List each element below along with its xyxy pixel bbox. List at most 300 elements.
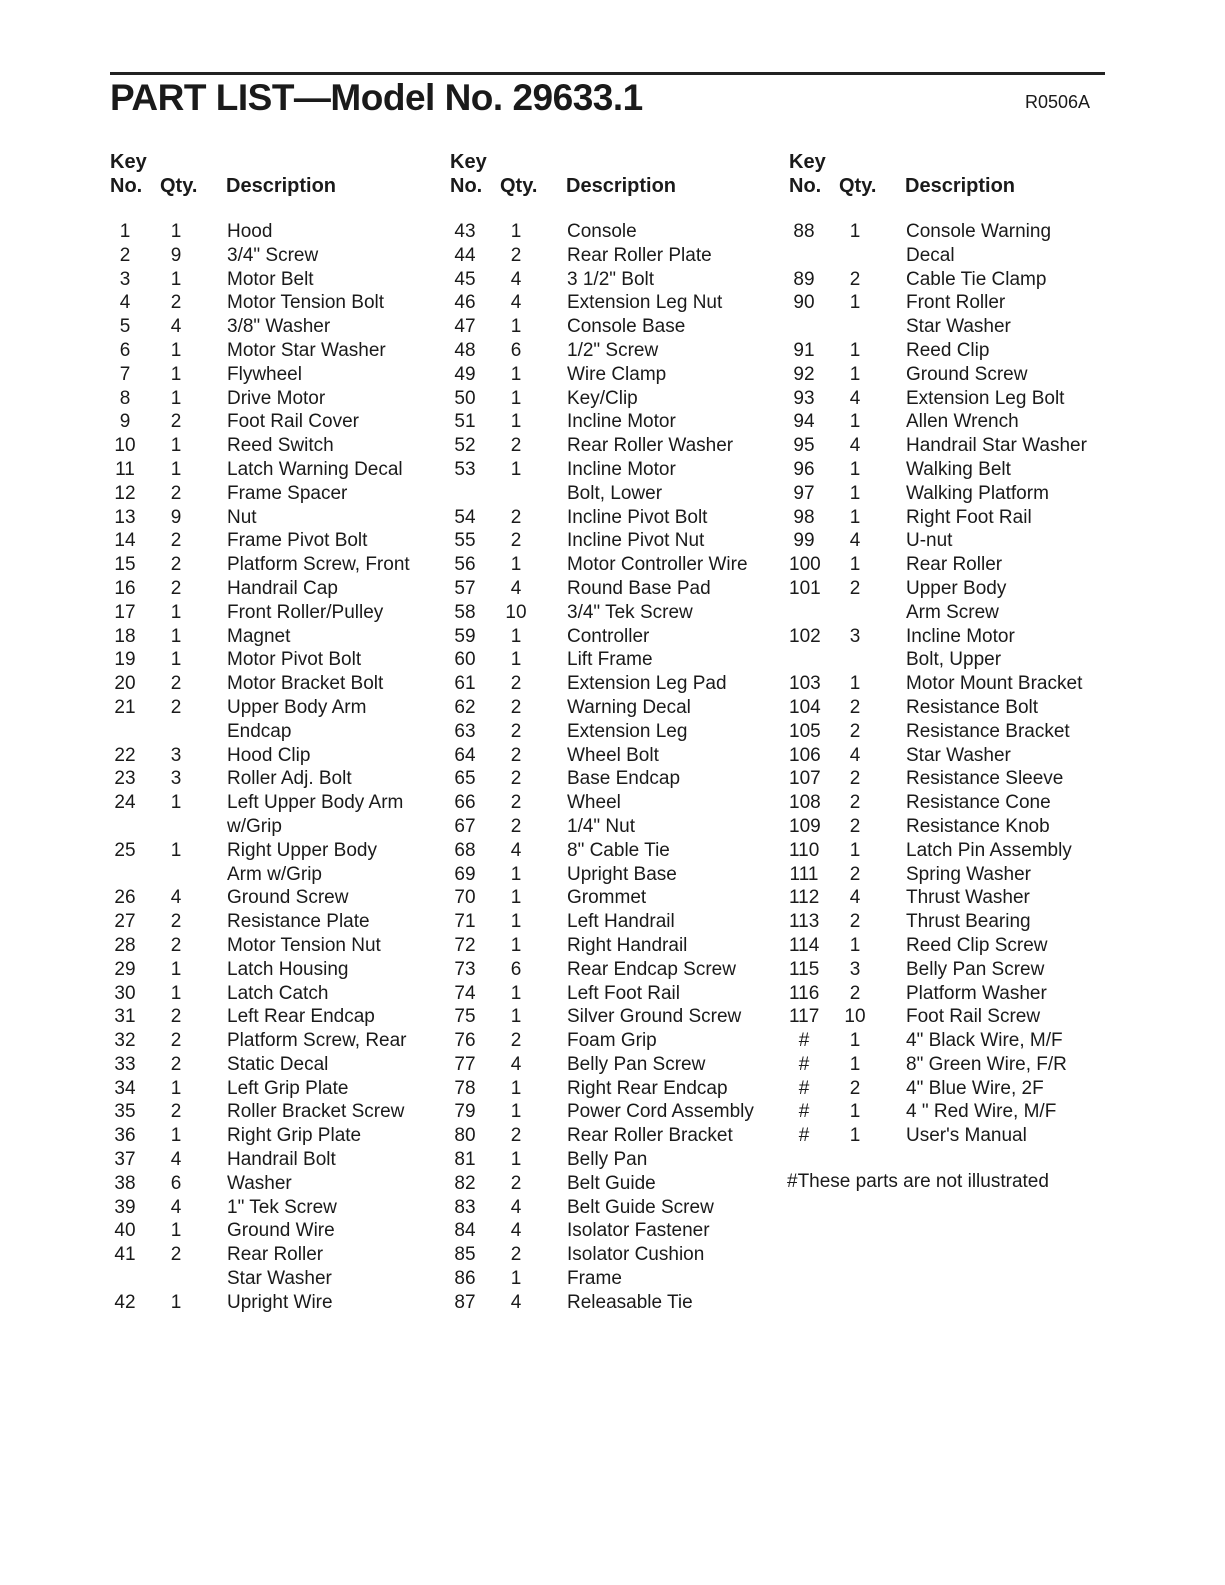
- part-row: [110, 1100, 440, 1124]
- part-description: Right Handrail: [567, 934, 688, 956]
- part-description: Walking Platform: [906, 482, 1049, 504]
- part-description: 3/4" Tek Screw: [567, 601, 693, 623]
- part-quantity: 2: [170, 1244, 182, 1266]
- part-quantity: 4: [170, 316, 182, 338]
- part-key-number: 54: [454, 506, 476, 528]
- part-list-column-3: [789, 148, 1119, 1148]
- document-code: R0506A: [1025, 92, 1091, 112]
- part-row: [450, 1124, 780, 1148]
- part-description: Left Handrail: [567, 911, 675, 933]
- part-key-number: 72: [454, 934, 476, 956]
- part-row: [789, 553, 1119, 577]
- part-row: [110, 1005, 440, 1029]
- part-quantity: 2: [849, 911, 861, 933]
- part-quantity: 1: [510, 1006, 522, 1028]
- part-key-number: 103: [789, 673, 821, 695]
- part-row: [110, 220, 440, 244]
- header-no-label: No.: [789, 175, 822, 197]
- part-description: Reed Clip Screw: [906, 934, 1048, 956]
- part-key-number: 81: [454, 1149, 476, 1171]
- part-quantity: 3: [170, 744, 182, 766]
- part-key-number: 10: [114, 435, 136, 457]
- part-quantity: 1: [510, 316, 522, 338]
- part-description: Motor Controller Wire: [567, 554, 748, 576]
- part-key-number: 7: [119, 363, 131, 385]
- header-qty-label: Qty.: [500, 175, 538, 197]
- part-key-number: 35: [114, 1101, 136, 1123]
- part-description: Spring Washer: [906, 863, 1031, 885]
- part-quantity: 2: [510, 744, 522, 766]
- part-row: [450, 791, 780, 815]
- part-row: [450, 839, 780, 863]
- part-description: Flywheel: [227, 363, 302, 385]
- part-key-number: 62: [454, 696, 476, 718]
- part-quantity: 2: [849, 577, 861, 599]
- part-description: Right Rear Endcap: [567, 1077, 728, 1099]
- part-description: Console Base: [567, 316, 686, 338]
- part-key-number: 94: [793, 411, 815, 433]
- part-quantity: 2: [849, 268, 861, 290]
- part-row: [110, 315, 440, 339]
- part-description: Star Washer: [906, 744, 1011, 766]
- part-row: [450, 886, 780, 910]
- part-description: Belly Pan Screw: [567, 1053, 706, 1075]
- part-quantity: 2: [849, 815, 861, 837]
- part-key-number: 16: [114, 577, 136, 599]
- part-key-number: 17: [114, 601, 136, 623]
- part-description: Allen Wrench: [906, 411, 1019, 433]
- header-qty-label: Qty.: [839, 175, 877, 197]
- part-key-number: 25: [114, 839, 136, 861]
- part-quantity: 2: [510, 1244, 522, 1266]
- part-row: [110, 1243, 440, 1267]
- part-row: [450, 244, 780, 268]
- part-quantity: 2: [170, 696, 182, 718]
- column-header: [110, 148, 440, 220]
- part-row: [450, 1196, 780, 1220]
- part-description: Incline Pivot Bolt: [567, 506, 708, 528]
- part-key-number: 52: [454, 435, 476, 457]
- part-key-number: 32: [114, 1030, 136, 1052]
- part-key-number: 89: [793, 268, 815, 290]
- part-description: Arm w/Grip: [227, 863, 322, 885]
- part-row: [789, 934, 1119, 958]
- part-list-column-1: [110, 148, 440, 1315]
- part-key-number: 37: [114, 1149, 136, 1171]
- part-key-number: 98: [793, 506, 815, 528]
- part-row: [110, 458, 440, 482]
- part-row: [450, 410, 780, 434]
- part-description: Rear Endcap Screw: [567, 958, 736, 980]
- part-description: Star Washer: [227, 1268, 332, 1290]
- part-row: [789, 720, 1119, 744]
- part-quantity: 1: [510, 625, 522, 647]
- part-row: [110, 1196, 440, 1220]
- part-row: [110, 648, 440, 672]
- part-row: [789, 1124, 1119, 1148]
- part-quantity: 1: [170, 435, 182, 457]
- part-description: Ground Wire: [227, 1220, 335, 1242]
- part-key-number: 6: [119, 339, 131, 361]
- part-description: Hood: [227, 221, 273, 242]
- part-description: Extension Leg Pad: [567, 673, 727, 695]
- part-quantity: 4: [510, 839, 522, 861]
- part-key-number: 20: [114, 673, 136, 695]
- part-key-number: 47: [454, 316, 476, 338]
- part-description: Extension Leg: [567, 720, 688, 742]
- part-description: Reed Clip: [906, 339, 990, 361]
- part-key-number: 9: [119, 411, 131, 433]
- part-key-number: 92: [793, 363, 815, 385]
- part-description: Roller Adj. Bolt: [227, 768, 352, 790]
- part-key-number: 69: [454, 863, 476, 885]
- part-quantity: 1: [510, 934, 522, 956]
- part-description: Rear Roller Bracket: [567, 1125, 733, 1147]
- part-description: Upper Body: [906, 577, 1007, 599]
- part-row: [789, 815, 1119, 839]
- part-quantity: 9: [170, 244, 182, 266]
- part-description: Handrail Cap: [227, 577, 338, 599]
- part-row: [789, 601, 1119, 625]
- part-quantity: 1: [170, 625, 182, 647]
- part-key-number: 49: [454, 363, 476, 385]
- part-row: [450, 1148, 780, 1172]
- part-key-number: 36: [114, 1125, 136, 1147]
- part-row: [110, 1172, 440, 1196]
- part-description: Roller Bracket Screw: [227, 1101, 405, 1123]
- part-key-number: 42: [114, 1291, 136, 1313]
- part-description: 8" Green Wire, F/R: [906, 1053, 1067, 1075]
- part-row: [450, 1172, 780, 1196]
- part-quantity: 1: [510, 1149, 522, 1171]
- part-row: [789, 1077, 1119, 1101]
- part-key-number: 82: [454, 1172, 476, 1194]
- part-row: [450, 577, 780, 601]
- part-row: [789, 767, 1119, 791]
- part-description: Foot Rail Screw: [906, 1006, 1041, 1028]
- part-key-number: 101: [789, 577, 821, 599]
- part-description: Bolt, Upper: [906, 649, 1002, 671]
- part-description: Thrust Washer: [906, 887, 1030, 909]
- part-row: [110, 886, 440, 910]
- part-key-number: 111: [789, 863, 819, 885]
- part-description: Incline Pivot Nut: [567, 530, 705, 552]
- part-quantity: 2: [510, 1030, 522, 1052]
- part-quantity: 1: [849, 292, 861, 314]
- part-key-number: 107: [789, 768, 821, 790]
- part-quantity: 1: [510, 363, 522, 385]
- part-quantity: 1: [849, 1125, 861, 1147]
- part-quantity: 6: [510, 958, 522, 980]
- part-quantity: 4: [510, 268, 522, 290]
- part-quantity: 2: [170, 1030, 182, 1052]
- part-row: [110, 1291, 440, 1315]
- part-row: [450, 458, 780, 482]
- part-row: [789, 886, 1119, 910]
- part-row: [450, 1219, 780, 1243]
- part-row: [110, 434, 440, 458]
- part-quantity: 2: [849, 696, 861, 718]
- part-key-number: 77: [454, 1053, 476, 1075]
- part-key-number: 102: [789, 625, 821, 647]
- part-quantity: 2: [510, 435, 522, 457]
- part-row: [789, 648, 1119, 672]
- part-quantity: 2: [170, 911, 182, 933]
- part-row: [110, 506, 440, 530]
- part-key-number: 8: [119, 387, 131, 409]
- part-quantity: 1: [170, 839, 182, 861]
- part-quantity: 1: [849, 1053, 861, 1075]
- part-description: Motor Bracket Bolt: [227, 673, 384, 695]
- part-quantity: 1: [170, 458, 182, 480]
- part-quantity: 2: [510, 1172, 522, 1194]
- part-quantity: 3: [849, 625, 861, 647]
- part-quantity: 2: [849, 792, 861, 814]
- part-quantity: 4: [849, 530, 861, 552]
- part-row: [450, 315, 780, 339]
- part-description: Washer: [227, 1172, 292, 1194]
- part-description: Console Warning: [906, 221, 1052, 242]
- part-quantity: 1: [849, 506, 861, 528]
- part-key-number: 84: [454, 1220, 476, 1242]
- part-key-number: 50: [454, 387, 476, 409]
- part-description: Extension Leg Bolt: [906, 387, 1065, 409]
- part-quantity: 2: [510, 673, 522, 695]
- part-row: [789, 625, 1119, 649]
- part-key-number: 79: [454, 1101, 476, 1123]
- part-key-number: 106: [789, 744, 821, 766]
- part-key-number: #: [798, 1077, 810, 1099]
- part-key-number: 116: [789, 982, 820, 1004]
- part-quantity: 2: [170, 530, 182, 552]
- part-row: [110, 744, 440, 768]
- part-row: [110, 291, 440, 315]
- part-row: [789, 268, 1119, 292]
- part-quantity: 2: [170, 577, 182, 599]
- part-description: Isolator Fastener: [567, 1220, 710, 1242]
- header-no-label: No.: [450, 175, 483, 197]
- part-key-number: 96: [793, 458, 815, 480]
- part-quantity: 1: [170, 1220, 182, 1242]
- part-quantity: 4: [170, 1196, 182, 1218]
- part-description: Platform Washer: [906, 982, 1047, 1004]
- part-key-number: 1: [119, 221, 131, 242]
- part-quantity: 1: [510, 649, 522, 671]
- part-description: 4" Black Wire, M/F: [906, 1030, 1063, 1052]
- part-quantity: 1: [849, 411, 861, 433]
- part-description: Reed Switch: [227, 435, 334, 457]
- part-description: Motor Star Washer: [227, 339, 386, 361]
- part-row: [789, 244, 1119, 268]
- part-quantity: 1: [510, 982, 522, 1004]
- part-row: [110, 1148, 440, 1172]
- part-quantity: 2: [849, 1077, 861, 1099]
- part-key-number: 87: [454, 1291, 476, 1313]
- part-description: w/Grip: [227, 815, 282, 837]
- part-row: [450, 720, 780, 744]
- part-row: [110, 244, 440, 268]
- part-quantity: 2: [170, 411, 182, 433]
- part-description: Handrail Bolt: [227, 1149, 336, 1171]
- part-row: [450, 648, 780, 672]
- part-description: Frame: [567, 1268, 622, 1290]
- part-quantity: 1: [510, 458, 522, 480]
- part-description: Walking Belt: [906, 458, 1011, 480]
- part-key-number: 11: [115, 458, 135, 480]
- part-row: [450, 625, 780, 649]
- part-description: 3 1/2" Bolt: [567, 268, 655, 290]
- header-description-label: Description: [905, 175, 1016, 197]
- part-key-number: 24: [114, 792, 136, 814]
- part-quantity: 2: [170, 292, 182, 314]
- part-description: 3/4" Screw: [227, 244, 319, 266]
- part-quantity: 1: [170, 363, 182, 385]
- part-quantity: 1: [170, 387, 182, 409]
- part-quantity: 1: [510, 411, 522, 433]
- part-quantity: 1: [170, 221, 182, 242]
- part-description: Foot Rail Cover: [227, 411, 359, 433]
- part-description: Motor Pivot Bolt: [227, 649, 362, 671]
- part-row: [450, 601, 780, 625]
- part-key-number: 85: [454, 1244, 476, 1266]
- part-key-number: 99: [793, 530, 815, 552]
- part-description: Right Foot Rail: [906, 506, 1032, 528]
- part-row: [450, 529, 780, 553]
- part-description: Star Washer: [906, 316, 1011, 338]
- part-description: Handrail Star Washer: [906, 435, 1087, 457]
- part-quantity: 2: [510, 1125, 522, 1147]
- part-description: 8" Cable Tie: [567, 839, 670, 861]
- part-quantity: 2: [849, 720, 861, 742]
- part-quantity: 1: [849, 934, 861, 956]
- part-row: [789, 696, 1119, 720]
- part-quantity: 1: [170, 1125, 182, 1147]
- part-key-number: 13: [114, 506, 136, 528]
- part-row: [789, 839, 1119, 863]
- part-row: [110, 1029, 440, 1053]
- part-row: [789, 1029, 1119, 1053]
- part-description: 3/8" Washer: [227, 316, 331, 338]
- part-row: [789, 458, 1119, 482]
- part-row: [450, 958, 780, 982]
- part-description: Belly Pan: [567, 1149, 648, 1171]
- part-quantity: 4: [849, 435, 861, 457]
- part-quantity: 1: [170, 958, 182, 980]
- part-quantity: 1: [170, 982, 182, 1004]
- part-row: [450, 696, 780, 720]
- part-description: Incline Motor: [567, 411, 676, 433]
- part-key-number: 68: [454, 839, 476, 861]
- part-description: Grommet: [567, 887, 647, 909]
- part-quantity: 1: [170, 268, 182, 290]
- part-quantity: 1: [510, 863, 522, 885]
- part-key-number: 108: [789, 792, 821, 814]
- part-key-number: 76: [454, 1030, 476, 1052]
- part-description: Static Decal: [227, 1053, 329, 1075]
- part-key-number: 61: [454, 673, 476, 695]
- part-key-number: 12: [114, 482, 136, 504]
- part-quantity: 2: [170, 554, 182, 576]
- part-key-number: 67: [454, 815, 476, 837]
- part-quantity: 4: [849, 887, 861, 909]
- part-row: [110, 410, 440, 434]
- part-row: [110, 339, 440, 363]
- part-key-number: 5: [119, 316, 131, 338]
- part-row: [789, 672, 1119, 696]
- part-key-number: 15: [114, 554, 136, 576]
- part-key-number: 113: [789, 911, 820, 933]
- part-quantity: 4: [849, 744, 861, 766]
- part-quantity: 3: [849, 958, 861, 980]
- part-key-number: 51: [454, 411, 476, 433]
- part-key-number: 91: [793, 339, 815, 361]
- part-quantity: 4: [510, 1196, 522, 1218]
- part-description: Latch Pin Assembly: [906, 839, 1072, 861]
- part-description: Right Upper Body: [227, 839, 377, 861]
- header-qty-label: Qty.: [160, 175, 198, 197]
- part-description: Silver Ground Screw: [567, 1006, 742, 1028]
- part-row: [789, 744, 1119, 768]
- part-description: 1/4" Nut: [567, 815, 636, 837]
- part-description: Wheel Bolt: [567, 744, 659, 766]
- part-row: [110, 767, 440, 791]
- part-row: [450, 744, 780, 768]
- part-description: Belt Guide Screw: [567, 1196, 714, 1218]
- part-quantity: 2: [510, 696, 522, 718]
- part-key-number: 46: [454, 292, 476, 314]
- part-description: Isolator Cushion: [567, 1244, 705, 1266]
- header-key-label: Key: [789, 151, 826, 173]
- part-key-number: 21: [114, 696, 136, 718]
- part-description: Warning Decal: [567, 696, 691, 718]
- part-description: User's Manual: [906, 1125, 1027, 1147]
- part-quantity: 1: [849, 363, 861, 385]
- part-key-number: 70: [454, 887, 476, 909]
- part-quantity: 4: [849, 387, 861, 409]
- part-description: Rear Roller Washer: [567, 435, 734, 457]
- part-quantity: 10: [844, 1006, 866, 1028]
- part-key-number: 53: [454, 458, 476, 480]
- part-row: [789, 291, 1119, 315]
- part-description: Platform Screw, Rear: [227, 1030, 407, 1052]
- part-key-number: 90: [793, 292, 815, 314]
- part-row: [450, 339, 780, 363]
- part-quantity: 2: [170, 934, 182, 956]
- part-row: [110, 387, 440, 411]
- part-description: Incline Motor: [567, 458, 676, 480]
- part-quantity: 2: [510, 792, 522, 814]
- part-row: [450, 506, 780, 530]
- part-description: Rear Roller: [227, 1244, 324, 1266]
- part-quantity: 1: [849, 839, 861, 861]
- part-quantity: 1: [510, 1077, 522, 1099]
- part-list-column-2: [450, 148, 780, 1315]
- part-row: [110, 1267, 440, 1291]
- part-quantity: 4: [170, 1149, 182, 1171]
- part-key-number: 80: [454, 1125, 476, 1147]
- part-quantity: 2: [170, 1053, 182, 1075]
- part-key-number: 74: [454, 982, 476, 1004]
- part-description: Resistance Plate: [227, 911, 370, 933]
- part-quantity: 4: [510, 577, 522, 599]
- part-key-number: 43: [454, 221, 476, 242]
- part-row: [450, 815, 780, 839]
- part-row: [450, 672, 780, 696]
- part-row: [789, 410, 1119, 434]
- part-description: Key/Clip: [567, 387, 638, 409]
- part-key-number: 39: [114, 1196, 136, 1218]
- part-row: [110, 1053, 440, 1077]
